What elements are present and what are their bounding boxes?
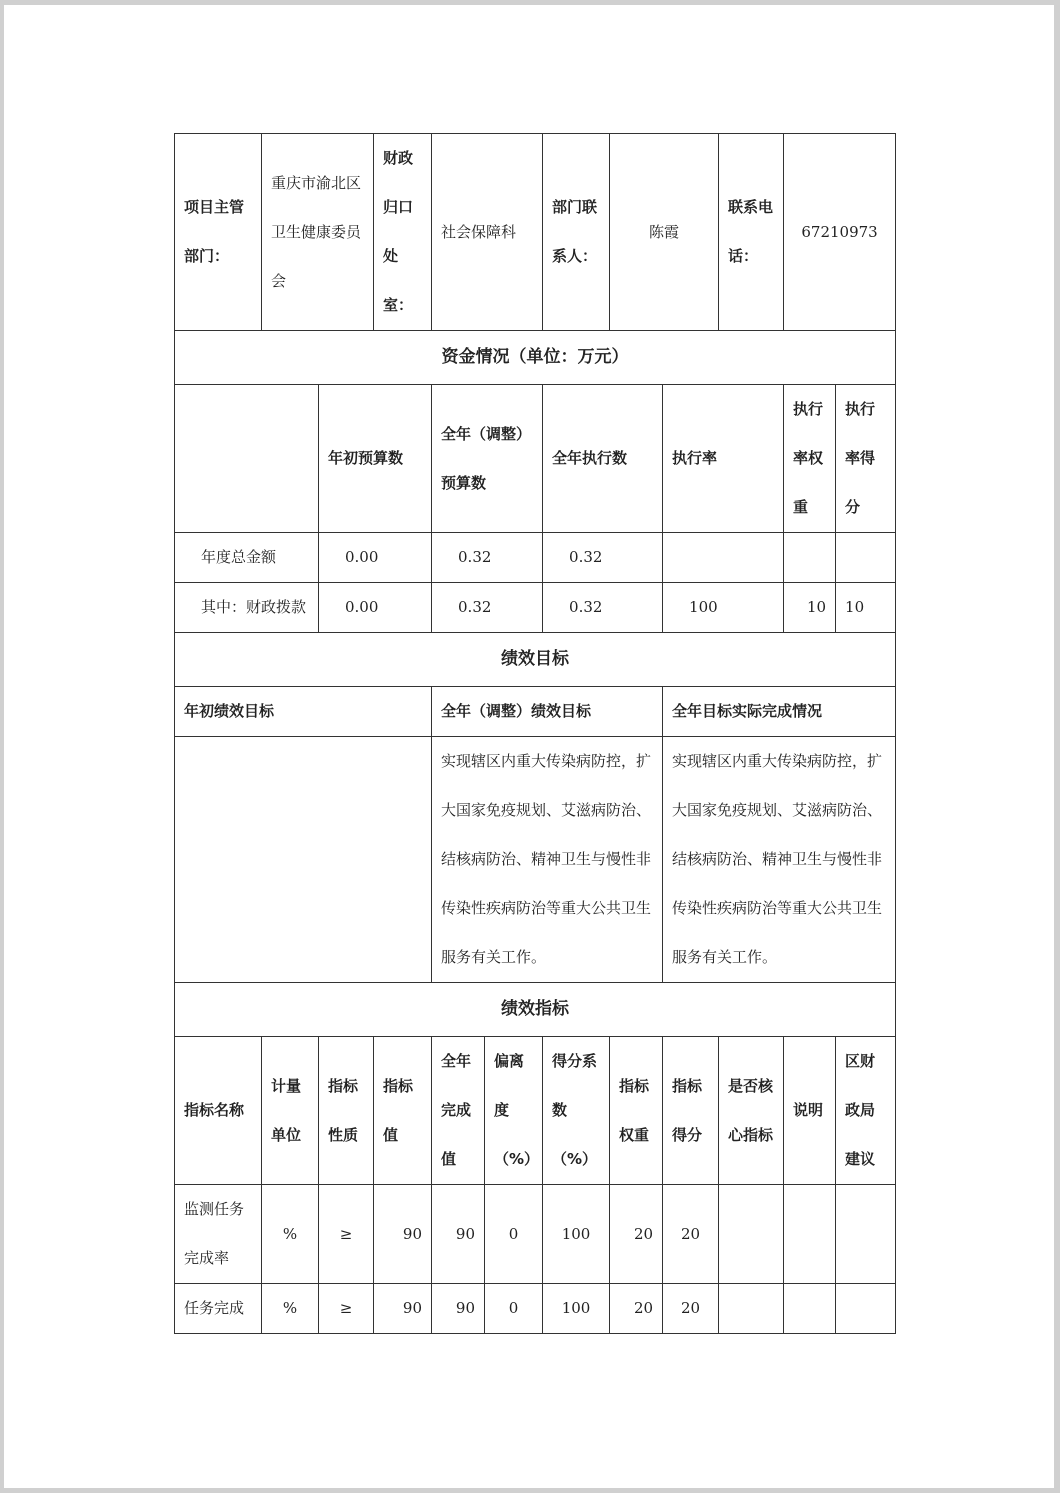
ind-header-target: 指标值 xyxy=(374,1037,432,1185)
funds-header-initial: 年初预算数 xyxy=(319,385,432,533)
funds-title: 资金情况（单位：万元） xyxy=(175,331,896,385)
funds-header-executed: 全年执行数 xyxy=(543,385,663,533)
project-info-row xyxy=(175,134,896,331)
ind-score: 20 xyxy=(663,1284,719,1334)
ind-header-name: 指标名称 xyxy=(175,1037,262,1185)
ind-actual: 90 xyxy=(432,1284,485,1334)
ind-unit: % xyxy=(262,1185,319,1284)
funds-row-rate: 100 xyxy=(663,583,784,633)
contact-value: 陈霞 xyxy=(610,134,719,331)
indicators-title-row xyxy=(175,983,896,1037)
funds-title-row xyxy=(175,331,896,385)
goals-content-row xyxy=(175,737,896,983)
goals-header-adjusted: 全年（调整）绩效目标 xyxy=(432,687,663,737)
funds-header-empty xyxy=(175,385,319,533)
ind-name: 监测任务完成率 xyxy=(175,1185,262,1284)
ind-actual: 90 xyxy=(432,1185,485,1284)
funds-row-adjusted: 0.32 xyxy=(432,583,543,633)
ind-header-unit: 计量单位 xyxy=(262,1037,319,1185)
funds-header-adjusted: 全年（调整）预算数 xyxy=(432,385,543,533)
goals-title-row xyxy=(175,633,896,687)
funds-row-score: 10 xyxy=(836,583,896,633)
goals-header-row xyxy=(175,687,896,737)
indicators-title: 绩效指标 xyxy=(175,983,896,1037)
indicators-header-row xyxy=(175,1037,896,1185)
finance-value: 社会保障科 xyxy=(432,134,543,331)
ind-core xyxy=(719,1284,784,1334)
ind-advice xyxy=(836,1185,896,1284)
funds-row-weight: 10 xyxy=(784,583,836,633)
ind-header-note: 说明 xyxy=(784,1037,836,1185)
dept-value: 重庆市渝北区卫生健康委员会 xyxy=(262,134,374,331)
ind-header-weight: 指标权重 xyxy=(610,1037,663,1185)
performance-table xyxy=(174,133,896,1334)
phone-label: 联系电话： xyxy=(719,134,784,331)
goals-initial-text xyxy=(175,737,432,983)
goals-header-initial: 年初绩效目标 xyxy=(175,687,432,737)
ind-score: 20 xyxy=(663,1185,719,1284)
ind-coef: 100 xyxy=(543,1284,610,1334)
funds-row-adjusted: 0.32 xyxy=(432,533,543,583)
ind-note xyxy=(784,1185,836,1284)
ind-weight: 20 xyxy=(610,1185,663,1284)
funds-row xyxy=(175,583,896,633)
funds-header-row xyxy=(175,385,896,533)
funds-row-score xyxy=(836,533,896,583)
ind-deviation: 0 xyxy=(485,1185,543,1284)
ind-weight: 20 xyxy=(610,1284,663,1334)
funds-header-weight: 执行率权重 xyxy=(784,385,836,533)
funds-row-initial: 0.00 xyxy=(319,533,432,583)
ind-header-advice: 区财政局建议 xyxy=(836,1037,896,1185)
ind-header-deviation: 偏离度（%） xyxy=(485,1037,543,1185)
ind-header-coef: 得分系数（%） xyxy=(543,1037,610,1185)
ind-unit: % xyxy=(262,1284,319,1334)
indicator-row xyxy=(175,1185,896,1284)
goals-actual-text: 实现辖区内重大传染病防控，扩大国家免疫规划、艾滋病防治、结核病防治、精神卫生与慢性非传染性疾病防治等重大公共卫生服务有关工作。 xyxy=(663,737,896,983)
funds-row-label: 其中：财政拨款 xyxy=(175,583,319,633)
ind-header-nature: 指标性质 xyxy=(319,1037,374,1185)
ind-note xyxy=(784,1284,836,1334)
contact-label: 部门联系人： xyxy=(543,134,610,331)
ind-header-core: 是否核心指标 xyxy=(719,1037,784,1185)
ind-advice xyxy=(836,1284,896,1334)
funds-header-rate: 执行率 xyxy=(663,385,784,533)
goals-header-actual: 全年目标实际完成情况 xyxy=(663,687,896,737)
dept-label: 项目主管部门： xyxy=(175,134,262,331)
ind-target: 90 xyxy=(374,1284,432,1334)
funds-row-label: 年度总金额 xyxy=(175,533,319,583)
funds-header-score: 执行率得分 xyxy=(836,385,896,533)
goals-title: 绩效目标 xyxy=(175,633,896,687)
phone-value: 67210973 xyxy=(784,134,896,331)
ind-header-actual: 全年完成值 xyxy=(432,1037,485,1185)
document-page xyxy=(4,5,1054,1488)
ind-name: 任务完成 xyxy=(175,1284,262,1334)
funds-row xyxy=(175,533,896,583)
funds-row-executed: 0.32 xyxy=(543,533,663,583)
ind-header-score: 指标得分 xyxy=(663,1037,719,1185)
funds-row-weight xyxy=(784,533,836,583)
ind-core xyxy=(719,1185,784,1284)
finance-label: 财政归口处室： xyxy=(374,134,432,331)
ind-coef: 100 xyxy=(543,1185,610,1284)
indicator-row xyxy=(175,1284,896,1334)
ind-nature: ≥ xyxy=(319,1185,374,1284)
ind-deviation: 0 xyxy=(485,1284,543,1334)
goals-adjusted-text: 实现辖区内重大传染病防控，扩大国家免疫规划、艾滋病防治、结核病防治、精神卫生与慢性非传染性疾病防治等重大公共卫生服务有关工作。 xyxy=(432,737,663,983)
ind-nature: ≥ xyxy=(319,1284,374,1334)
ind-target: 90 xyxy=(374,1185,432,1284)
funds-row-initial: 0.00 xyxy=(319,583,432,633)
funds-row-rate xyxy=(663,533,784,583)
funds-row-executed: 0.32 xyxy=(543,583,663,633)
